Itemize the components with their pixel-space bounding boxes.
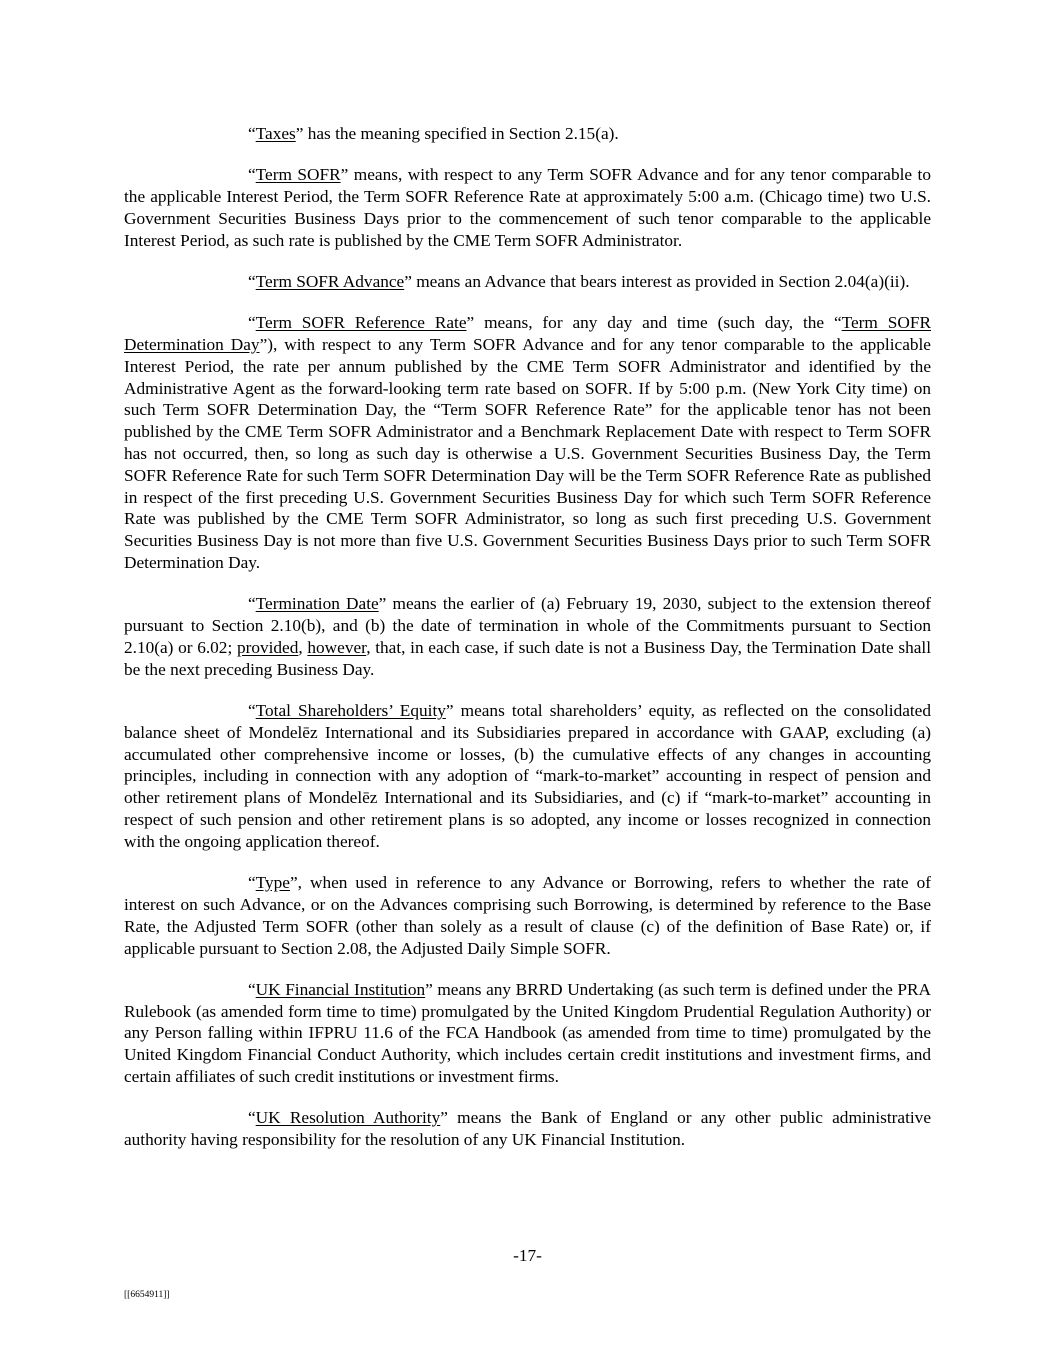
proviso-separator: , xyxy=(298,637,308,657)
definition-text: ” means any BRRD Undertaking (as such term is defined under the PRA Rulebook (as amended form time to time) promulgated by the United Kingdom Prudential Regulation Authority) or any Person falling within IFPRU 11.6 of the FCA Handbook (as amended from time to time) promulgated by the United Kingdom Financial Conduct Authority, which includes certain credit institutions and investment firms, and certain affiliates of such credit institutions or investment firms. xyxy=(124,979,931,1086)
open-quote: “ xyxy=(248,979,256,999)
definition-uk-financial-institution xyxy=(124,979,931,1088)
open-quote: “ xyxy=(248,313,256,333)
defined-term: UK Financial Institution xyxy=(255,979,426,999)
definition-text-continued: , that, in each case, if such date is not a Business Day, the Termination Date shall be the next preceding Business Day. xyxy=(124,637,931,679)
definition-taxes xyxy=(124,123,931,145)
proviso-however: however xyxy=(307,637,367,657)
definition-text: ” means the earlier of (a) February 19, 2030, subject to the extension thereof pursuant to Section 2.10(b), and (b) the date of termination in whole of the Commitments pursuant to Section 2.10(a) or 6.02; xyxy=(124,594,931,657)
open-quote: “ xyxy=(248,701,256,721)
defined-term: Term SOFR Reference Rate xyxy=(255,313,467,333)
open-quote: “ xyxy=(248,124,256,143)
open-quote: “ xyxy=(248,271,256,291)
definition-total-shareholders-equity xyxy=(124,700,931,853)
definition-text-continued: ”), with respect to any Term SOFR Advance and for any tenor comparable to the applicable Interest Period, the rate per annum published by the CME Term SOFR Administrator and identified by the Administrative Agent as the forward-looking term rate based on SOFR. If by 5:00 p.m. (New York City time) on such Term SOFR Determination Day, the “Term SOFR Reference Rate” for the applicable tenor has not been published by the CME Term SOFR Administrator and a Benchmark Replacement Date with respect to Term SOFR has not occurred, then, so long as such day is otherwise a U.S. Government Securities Business Day, the Term SOFR Reference Rate for such Term SOFR Determination Day will be the Term SOFR Reference Rate as published in respect of the first preceding U.S. Government Securities Business Day for which such Term SOFR Reference Rate was published by the CME Term SOFR Administrator, so long as such first preceding U.S. Government Securities Business Day is not more than five U.S. Government Securities Business Days prior to such Term SOFR Determination Day. xyxy=(124,335,931,573)
definition-text: ” means, with respect to any Term SOFR Advance and for any tenor comparable to the applicable Interest Period, the Term SOFR Reference Rate at approximately 5:00 a.m. (Chicago time) two U.S. Government Securities Business Days prior to the commencement of such tenor comparable to the applicable Interest Period, as such rate is published by the CME Term SOFR Administrator. xyxy=(124,165,931,250)
open-quote: “ xyxy=(248,873,256,893)
definition-text: ” has the meaning specified in Section 2.15(a). xyxy=(295,124,619,143)
defined-term: Total Shareholders’ Equity xyxy=(255,701,446,721)
definition-term-sofr-reference-rate xyxy=(124,312,931,574)
page-number: -17- xyxy=(513,1246,542,1265)
proviso-provided: provided xyxy=(236,637,299,657)
definitions-section xyxy=(124,123,931,1170)
defined-term: Termination Date xyxy=(255,594,379,614)
document-id: [[6654911]] xyxy=(124,1290,170,1300)
definition-text: ” means the Bank of England or any other public administrative authority having responsibility for the resolution of any UK Financial Institution. xyxy=(124,1108,931,1150)
definition-term-sofr-advance xyxy=(124,271,931,293)
definition-term-sofr xyxy=(124,164,931,251)
defined-term: UK Resolution Authority xyxy=(255,1108,441,1128)
open-quote: “ xyxy=(248,594,256,614)
defined-term-secondary: Term SOFR Determination Day xyxy=(124,313,931,355)
defined-term: Term SOFR Advance xyxy=(255,271,405,291)
defined-term: Term SOFR xyxy=(255,165,341,185)
definition-text: ” means, for any day and time (such day, the “ xyxy=(466,313,842,333)
definition-text: ” means total shareholders’ equity, as reflected on the consolidated balance sheet of Mondelēz International and its Subsidiaries prepared in accordance with GAAP, excluding (a) accumulated other comprehensive income or losses, (b) the cumulative effects of any changes in accounting principles, including in connection with any adoption of “mark-to-market” accounting in respect of pension and other retirement plans of Mondelēz International and its Subsidiaries, and (c) if “mark-to-market” accounting in respect of such pension and other retirement plans is so adopted, any income or losses recognized in connection with the ongoing application thereof. xyxy=(124,701,931,851)
defined-term: Taxes xyxy=(255,124,296,143)
definition-text: ” means an Advance that bears interest as provided in Section 2.04(a)(ii). xyxy=(404,271,910,291)
open-quote: “ xyxy=(248,1108,256,1128)
open-quote: “ xyxy=(248,165,256,185)
defined-term: Type xyxy=(255,873,290,893)
definition-text: ”, when used in reference to any Advance or Borrowing, refers to whether the rate of interest on such Advance, or on the Advances comprising such Borrowing, is determined by reference to the Base Rate, the Adjusted Term SOFR (other than solely as a result of clause (c) of the definition of Base Rate) or, if applicable pursuant to Section 2.08, the Adjusted Daily Simple SOFR. xyxy=(124,873,931,958)
definition-type xyxy=(124,872,931,959)
definition-uk-resolution-authority xyxy=(124,1107,931,1151)
definition-termination-date xyxy=(124,593,931,680)
